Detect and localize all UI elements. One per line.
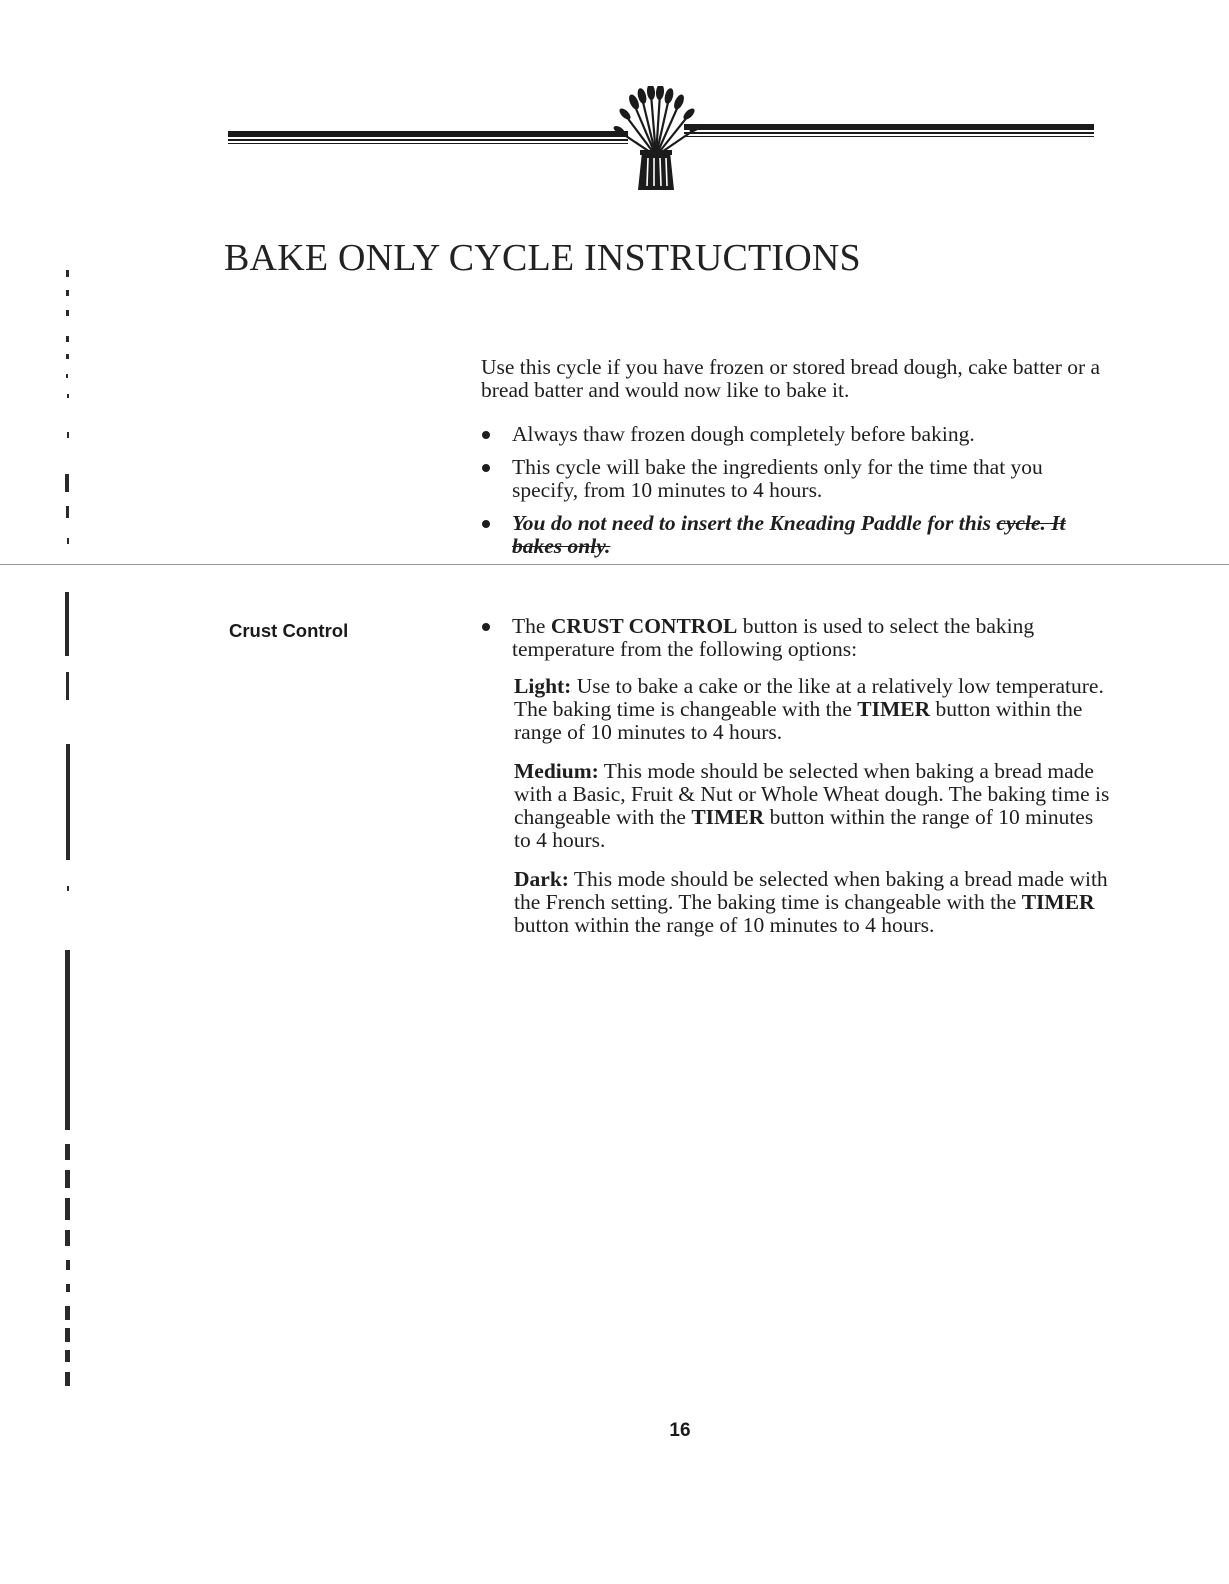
crust-control-heading: Crust Control <box>229 620 349 641</box>
list-item <box>481 423 1101 446</box>
header-rule-left <box>228 131 628 147</box>
list-item <box>481 456 1101 502</box>
bake-only-bullet-list <box>481 423 1101 568</box>
bullet-text: Always thaw frozen dough completely before baking. <box>512 422 975 446</box>
bullet-dot-icon <box>482 464 490 472</box>
crust-control-bullet-list <box>481 615 1101 671</box>
option-medium-text-end: button within the range of 10 minutes to 4 hours. <box>514 805 1094 852</box>
option-dark <box>514 868 1114 937</box>
section-divider <box>0 564 1229 565</box>
list-item <box>481 512 1101 558</box>
page-title: BAKE ONLY CYCLE INSTRUCTIONS <box>224 237 861 279</box>
intro-paragraph: Use this cycle if you have frozen or stored bread dough, cake batter or a bread batter and would now like to bake it. <box>481 355 1101 402</box>
option-light-label: Light: <box>514 674 572 698</box>
paddle-note-end: cycle. It bakes only. <box>512 511 1066 558</box>
timer-label: TIMER <box>691 805 765 829</box>
option-dark-text-end: button within the range of 10 minutes to 4 hours. <box>514 913 935 937</box>
bullet-dot-icon <box>482 431 490 439</box>
option-light-text: Use to bake a cake or the like at a relatively low temperature. The baking time is changeable with the <box>514 674 1104 721</box>
crust-bullet-prefix: The <box>512 614 551 638</box>
binding-edge-marks <box>60 260 100 1400</box>
list-item <box>481 615 1101 661</box>
header-rule-right <box>684 124 1094 140</box>
option-light <box>514 675 1114 744</box>
option-dark-text: This mode should be selected when baking a bread made with the French setting. The baking time is changeable with the <box>514 867 1108 914</box>
option-light-text-end: button within the range of 10 minutes to 4 hours. <box>514 697 1083 744</box>
option-dark-label: Dark: <box>514 867 569 891</box>
bullet-dot-icon <box>482 520 490 528</box>
paddle-note: You do not need to insert the Kneading Paddle for this <box>512 511 992 535</box>
page-number: 16 <box>669 1420 691 1441</box>
option-medium-text: This mode should be selected when baking a bread made with a Basic, Fruit & Nut or Whole Wheat dough. The baking time is changeable with the <box>514 759 1110 829</box>
bullet-text: This cycle will bake the ingredients only for the time that you specify, from 10 minutes to 4 hours. <box>512 455 1043 502</box>
crust-control-button-name: CRUST CONTROL <box>550 614 738 638</box>
bullet-dot-icon <box>482 623 490 631</box>
timer-label: TIMER <box>1021 890 1095 914</box>
wheat-sheaf-icon <box>604 86 708 194</box>
option-medium <box>514 760 1114 852</box>
crust-bullet-suffix: button is used to select the baking temperature from the following options: <box>512 614 1035 661</box>
timer-label: TIMER <box>857 697 931 721</box>
option-medium-label: Medium: <box>514 759 599 783</box>
